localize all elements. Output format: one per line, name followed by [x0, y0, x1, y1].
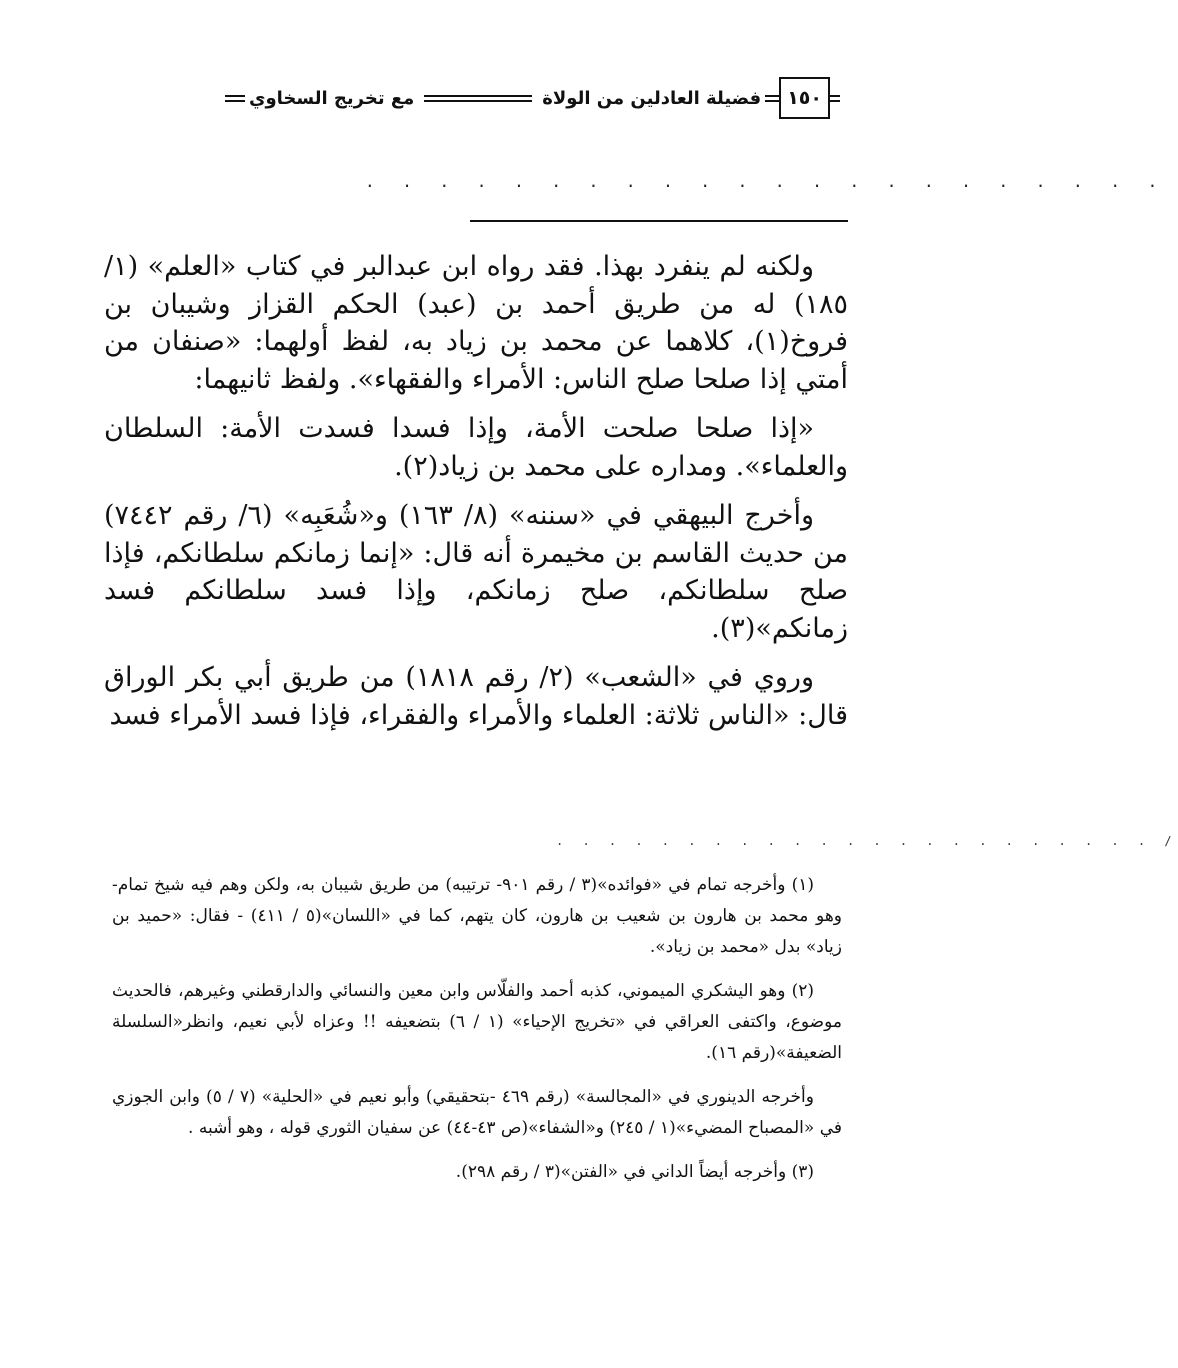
footnote: (٢) وهو اليشكري الميموني، كذبه أحمد والفلّاس وابن معين والنسائي والدارقطني وغيرهم، فالحديث موضوع، واكتفى العراقي في «تخريج الإحياء» (١ / ٦) بتضعيفه !! وعزاه لأبي نعيم، وانظر«السلسلة الضعيفة»(رقم ١٦).: [112, 981, 842, 1063]
paragraph: «إذا صلحا صلحت الأمة، وإذا فسدا فسدت الأمة: السلطان والعلماء». ومداره على محمد بن زياد(٢).: [104, 413, 848, 482]
footnote-separator: . . . . . . . . . . . . . . . . . . . . . . . /: [556, 834, 1178, 848]
header-rule: [225, 95, 245, 102]
book-title: فضيلة العادلين من الولاة: [542, 87, 762, 109]
dotted-separator: . . . . . . . . . . . . . . . . . . . . . .: [365, 172, 1167, 191]
section-rule: [470, 220, 848, 222]
paragraph: وروي في «الشعب» (٢/ رقم ١٨١٨) من طريق أبي بكر الوراق قال: «الناس ثلاثة: العلماء والأمراء والفقراء، فإذا فسد الأمراء فسد: [104, 662, 848, 731]
paragraph: وأخرج البيهقي في «سننه» (٨/ ١٦٣) و«شُعَبِه» (٦/ رقم ٧٤٤٢) من حديث القاسم بن مخيمرة أنه قال: «إنما زمانكم سلطانكم، فإذا صلح سلطانكم، صلح زمانكم، وإذا فسد سلطانكم فسد زمانكم»(٣).: [104, 500, 848, 644]
footnote: (١) وأخرجه تمام في «فوائده»(٣ / رقم ٩٠١- ترتيبه) من طريق شيبان به، ولكن وهم فيه شيخ تمام- وهو محمد بن هارون بن شعيب بن هارون، كان يتهم، كما في «اللسان»(٥ / ٤١١) - فقال: «حميد بن زياد» بدل «محمد بن زياد».: [112, 875, 842, 957]
footnote: (٣) وأخرجه أيضاً الداني في «الفتن»(٣ / رقم ٢٩٨).: [455, 1162, 814, 1182]
header-rule: [765, 95, 779, 102]
paragraph: ولكنه لم ينفرد بهذا. فقد رواه ابن عبدالبر في كتاب «العلم» (١/ ١٨٥) له من طريق أحمد بن (عبد) الحكم القزاز وشيبان بن فروخ(١)، كلاهما عن محمد بن زياد به، لفظ أولهما: «صنفان من أمتي إذا صلحا صلح الناس: الأمراء والفقهاء». ولفظ ثانيهما:: [104, 251, 848, 395]
running-header: [98, 76, 840, 120]
footnotes: [112, 870, 842, 1201]
footnote: وأخرجه الدينوري في «المجالسة» (رقم ٤٦٩ -بتحقيقي) وأبو نعيم في «الحلية» (٧ / ٥) وابن الجوزي في «المصباح المضيء»(١ / ٢٤٥) و«الشفاء»(ص ٤٣-٤٤) عن سفيان الثوري قوله ، وهو أشبه .: [112, 1087, 842, 1138]
header-rule: [424, 95, 532, 102]
book-subtitle: مع تخريج السخاوي: [248, 87, 415, 109]
page-number: ١٥٠: [779, 77, 830, 119]
main-text: [104, 248, 848, 746]
header-rule: [830, 95, 840, 102]
